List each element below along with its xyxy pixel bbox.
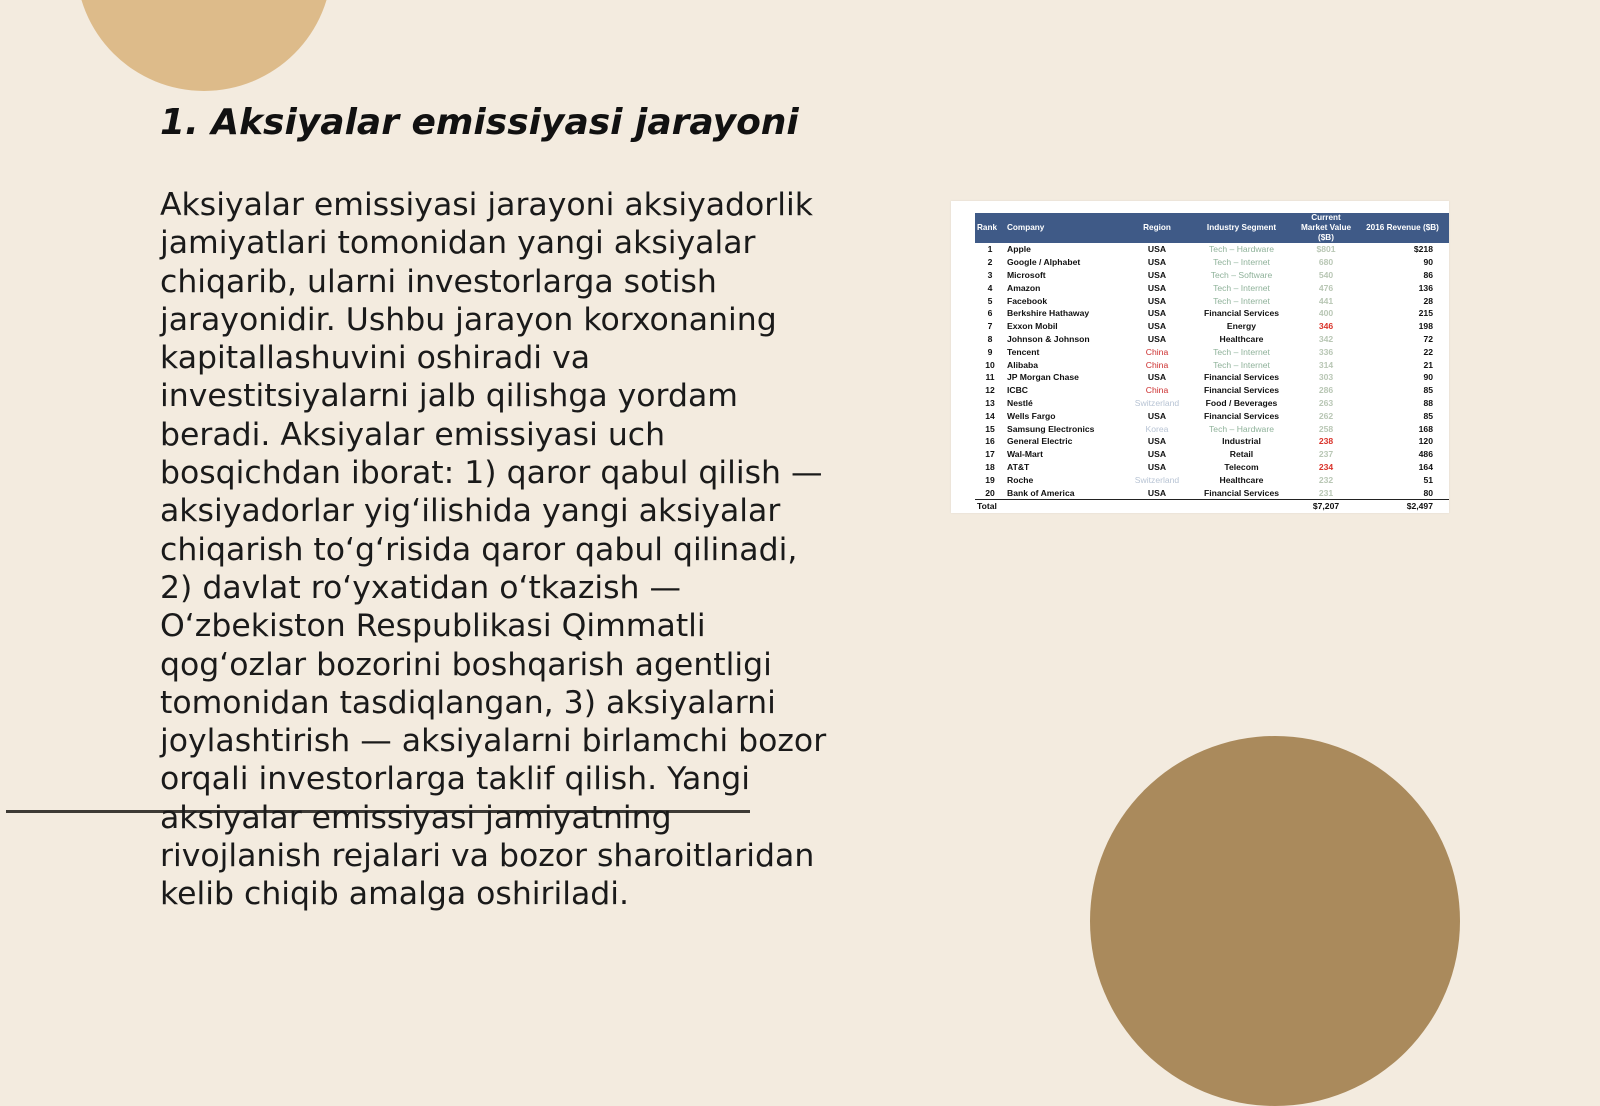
cell-region: USA	[1147, 436, 1167, 447]
table-row	[975, 320, 1449, 333]
cell-industry: Tech – Internet	[1213, 295, 1270, 306]
table-row	[975, 461, 1449, 474]
cell-rank: 12	[985, 385, 995, 396]
cell-region: USA	[1147, 295, 1167, 306]
cell-company: Exxon Mobil	[1007, 321, 1058, 332]
table-row	[975, 384, 1449, 397]
table-row	[975, 486, 1449, 499]
cell-industry: Tech – Internet	[1213, 359, 1270, 370]
cell-revenue: 486	[1418, 449, 1433, 460]
cell-region: USA	[1147, 244, 1167, 255]
cell-market-value: 680	[1318, 257, 1334, 268]
table-row	[975, 307, 1449, 320]
table-row	[975, 256, 1449, 269]
cell-company: Google / Alphabet	[1007, 257, 1081, 268]
cell-industry: Tech – Hardware	[1209, 244, 1274, 255]
table-row	[975, 448, 1449, 461]
cell-market-value: 314	[1318, 359, 1334, 370]
cell-company: Johnson & Johnson	[1007, 333, 1090, 344]
cell-industry: Telecom	[1224, 461, 1259, 472]
cell-industry: Tech – Internet	[1213, 282, 1270, 293]
cell-company: Samsung Electronics	[1007, 423, 1095, 434]
cell-market-value: 400	[1318, 308, 1334, 319]
cell-company: Berkshire Hathaway	[1007, 308, 1090, 319]
cell-company: Wells Fargo	[1007, 410, 1056, 421]
cell-revenue: 28	[1423, 295, 1433, 306]
cell-market-value: 336	[1318, 346, 1334, 357]
cell-company: Apple	[1007, 244, 1031, 255]
header-company: Company	[1005, 213, 1127, 243]
cell-revenue: 88	[1423, 397, 1433, 408]
table-row	[975, 371, 1449, 384]
cell-company: General Electric	[1007, 436, 1073, 447]
cell-region: China	[1145, 359, 1169, 370]
cell-industry: Tech – Internet	[1213, 346, 1270, 357]
cell-company: Microsoft	[1007, 269, 1046, 280]
cell-rank: 3	[987, 269, 993, 280]
cell-industry: Healthcare	[1219, 333, 1264, 344]
table-row	[975, 269, 1449, 282]
cell-region: China	[1145, 385, 1169, 396]
cell-rank: 5	[987, 295, 993, 306]
table-row	[975, 435, 1449, 448]
cell-region: China	[1145, 346, 1169, 357]
cell-revenue: 86	[1423, 269, 1433, 280]
cell-market-value: 262	[1318, 410, 1334, 421]
cell-revenue: 72	[1423, 333, 1433, 344]
cell-company: Nestlé	[1007, 397, 1033, 408]
cell-revenue: 80	[1423, 487, 1433, 498]
cell-market-value: 303	[1318, 372, 1334, 383]
cell-region: USA	[1147, 282, 1167, 293]
cell-rank: 2	[987, 257, 993, 268]
cell-market-value: 237	[1318, 449, 1334, 460]
table-row	[975, 333, 1449, 346]
cell-rank: 20	[985, 487, 995, 498]
cell-market-value: 441	[1318, 295, 1334, 306]
cell-revenue: 215	[1418, 308, 1433, 319]
cell-region: USA	[1147, 308, 1167, 319]
cell-market-value: 232	[1318, 474, 1334, 485]
slide-body-text: Aksiyalar emissiyasi jarayoni aksiyadorlik jamiyatlari tomonidan yangi aksiyalar chiqarib, ularni investorlarga sotish jarayonidir. Ushbu jarayon korxonaning kapitallashuvini oshiradi va investitsiyalarni jalb qilishga yordam beradi. Aksiyalar emissiyasi uch bosqichdan iborat: 1) qaror qabul qilish — aksiyadorlar yig‘ilishida yangi aksiyalar chiqarish to‘g‘risida qaror qabul qilinadi, 2) davlat ro‘yxatidan o‘tkazish — O‘zbekiston Respublikasi Qimmatli qog‘ozlar bozorini boshqarish agentligi tomonidan tasdiqlangan, 3) aksiyalarni joylashtirish — aksiyalarni birlamchi bozor orqali investorlarga taklif qilish. Yangi aksiyalar emissiyasi jamiyatning rivojlanish rejalari va bozor sharoitlaridan kelib chiqib amalga oshiriladi.	[160, 187, 827, 913]
table-row	[975, 473, 1449, 486]
cell-rank: 18	[985, 461, 995, 472]
cell-rank: 16	[985, 436, 995, 447]
cell-industry: Tech – Internet	[1213, 257, 1270, 268]
cell-company: Roche	[1007, 474, 1034, 485]
decorative-circle-bottom	[1090, 736, 1460, 1106]
slide-title: 1. Aksiyalar emissiyasi jarayoni	[160, 102, 799, 143]
total-empty	[1187, 499, 1296, 513]
table-total-row	[975, 499, 1449, 513]
total-revenue: $2,497	[1356, 499, 1449, 513]
cell-region: Switzerland	[1134, 474, 1180, 485]
cell-industry: Industrial	[1222, 436, 1261, 447]
cell-industry: Financial Services	[1204, 487, 1279, 498]
cell-revenue: 85	[1423, 385, 1433, 396]
cell-industry: Food / Beverages	[1205, 397, 1278, 408]
cell-region: USA	[1147, 461, 1167, 472]
cell-revenue: $218	[1413, 244, 1433, 255]
cell-company: JP Morgan Chase	[1007, 372, 1079, 383]
total-market-value: $7,207	[1296, 499, 1356, 513]
cell-industry: Financial Services	[1204, 385, 1279, 396]
cell-revenue: 90	[1423, 372, 1433, 383]
cell-region: USA	[1147, 372, 1167, 383]
cell-region: USA	[1147, 410, 1167, 421]
cell-company: Alibaba	[1007, 359, 1039, 370]
cell-rank: 7	[987, 321, 993, 332]
cell-company: Wal-Mart	[1007, 449, 1043, 460]
header-market-value: Current Market Value ($B)	[1296, 213, 1356, 243]
cell-market-value: 258	[1318, 423, 1334, 434]
cell-region: USA	[1147, 269, 1167, 280]
market-value-table	[975, 213, 1449, 513]
decorative-circle-top	[76, 0, 332, 91]
cell-revenue: 198	[1418, 321, 1433, 332]
cell-revenue: 120	[1418, 436, 1433, 447]
cell-rank: 10	[985, 359, 995, 370]
cell-industry: Energy	[1226, 321, 1257, 332]
cell-revenue: 22	[1423, 346, 1433, 357]
cell-rank: 8	[987, 333, 993, 344]
cell-company: Facebook	[1007, 295, 1048, 306]
table-body	[975, 243, 1449, 513]
cell-region: Switzerland	[1134, 397, 1180, 408]
cell-industry: Financial Services	[1204, 308, 1279, 319]
cell-revenue: 90	[1423, 257, 1433, 268]
header-region: Region	[1127, 213, 1187, 243]
cell-region: Korea	[1145, 423, 1169, 434]
cell-industry: Retail	[1229, 449, 1254, 460]
cell-market-value: $801	[1316, 244, 1336, 255]
header-industry: Industry Segment	[1187, 213, 1296, 243]
table-row	[975, 409, 1449, 422]
cell-region: USA	[1147, 449, 1167, 460]
cell-market-value: 476	[1318, 282, 1334, 293]
cell-company: Tencent	[1007, 346, 1040, 357]
header-revenue: 2016 Revenue ($B)	[1356, 213, 1449, 243]
header-rank: Rank	[975, 213, 1005, 243]
cell-industry: Tech – Hardware	[1209, 423, 1274, 434]
table-row	[975, 243, 1449, 256]
cell-revenue: 21	[1423, 359, 1433, 370]
cell-revenue: 164	[1418, 461, 1433, 472]
cell-market-value: 346	[1318, 321, 1334, 332]
cell-rank: 17	[985, 449, 995, 460]
cell-industry: Tech – Software	[1210, 269, 1273, 280]
cell-market-value: 342	[1318, 333, 1334, 344]
cell-revenue: 51	[1423, 474, 1433, 485]
table-row	[975, 358, 1449, 371]
table-row	[975, 294, 1449, 307]
cell-region: USA	[1147, 321, 1167, 332]
cell-revenue: 136	[1418, 282, 1433, 293]
cell-rank: 4	[987, 282, 993, 293]
table-row	[975, 345, 1449, 358]
cell-rank: 14	[985, 410, 995, 421]
cell-market-value: 263	[1318, 397, 1334, 408]
cell-market-value: 238	[1318, 436, 1334, 447]
cell-company: Bank of America	[1007, 487, 1075, 498]
cell-region: USA	[1147, 257, 1167, 268]
cell-industry: Healthcare	[1219, 474, 1264, 485]
cell-rank: 6	[987, 308, 993, 319]
cell-rank: 9	[987, 346, 993, 357]
cell-region: USA	[1147, 333, 1167, 344]
cell-rank: 1	[987, 244, 993, 255]
cell-revenue: 168	[1418, 423, 1433, 434]
companies-table-image	[951, 201, 1449, 513]
cell-rank: 19	[985, 474, 995, 485]
table-header-row	[975, 213, 1449, 243]
cell-rank: 15	[985, 423, 995, 434]
total-label: Total	[975, 499, 1127, 513]
total-empty	[1127, 499, 1187, 513]
cell-market-value: 234	[1318, 461, 1334, 472]
cell-rank: 11	[985, 372, 995, 383]
cell-industry: Financial Services	[1204, 372, 1279, 383]
cell-rank: 13	[985, 397, 995, 408]
cell-company: ICBC	[1007, 385, 1029, 396]
cell-company: AT&T	[1007, 461, 1030, 472]
table-row	[975, 397, 1449, 410]
cell-market-value: 540	[1318, 269, 1334, 280]
cell-market-value: 286	[1318, 385, 1334, 396]
cell-revenue: 85	[1423, 410, 1433, 421]
table-row	[975, 281, 1449, 294]
cell-company: Amazon	[1007, 282, 1041, 293]
cell-region: USA	[1147, 487, 1167, 498]
table-row	[975, 422, 1449, 435]
cell-market-value: 231	[1318, 487, 1334, 498]
cell-industry: Financial Services	[1204, 410, 1279, 421]
